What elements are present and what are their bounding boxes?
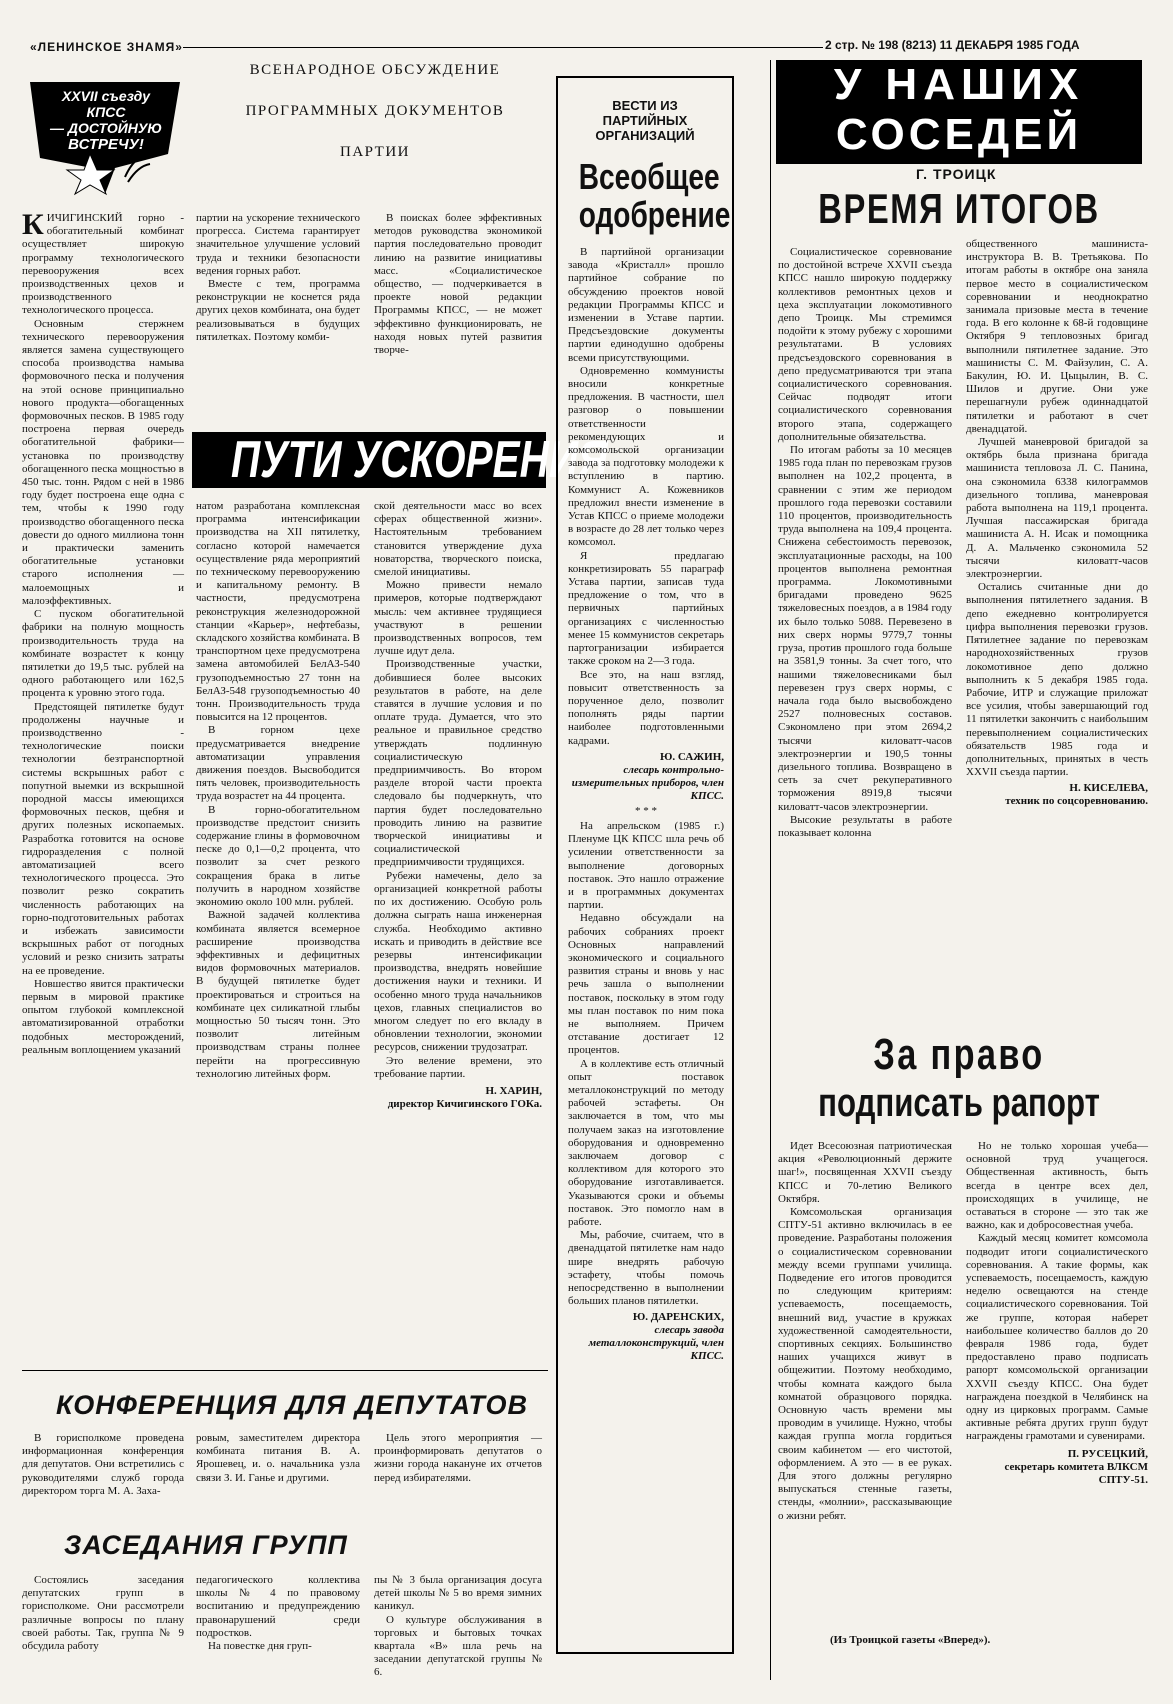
paragraph: Рубежи намечены, дело за организацией конкретной работы по их достижению. Особую роль должна сыграть наша инженерная служба. Необходимо активно искать и приводить в действие все резервы интенсификации производства, внедрять новейшие достижения науки и техники. И особенно много труда начальников цехов, главных специалистов во многом следует по его вкладу в обновлении технологии, экономии ресурсов, снижении трудозатрат. xyxy=(374,869,542,1054)
paragraph: Идет Всесоюзная патриотическая акция «Революционный держите шаг!», посвященная XXVII съезду КПСС и 70-летию Великого Октября. xyxy=(778,1140,952,1205)
article1-title xyxy=(192,431,608,489)
conference-col3 xyxy=(374,1432,542,1516)
neighbors-col1 xyxy=(778,246,952,1026)
article1-title-text: ПУТИ УСКОРЕНИЯ xyxy=(230,431,608,489)
report-title-line1: За право xyxy=(873,1030,1045,1079)
paragraph: Новшество явится практически первым в мировой практике опытом глубокой комплексной автоматизированной отработки подобных месторождений, реальным воплощением указаний xyxy=(22,977,184,1056)
paragraph: ровым, заместителем директора комбината питания В. А. Ярошевец, и. о. начальника узла связи З. И. Ганье и другими. xyxy=(196,1432,360,1484)
discussion-line1: ВСЕНАРОДНОЕ ОБСУЖДЕНИЕ xyxy=(249,62,501,78)
page-info: 2 стр. № 198 (8213) 11 ДЕКАБРЯ 1985 ГОДА xyxy=(825,38,1080,52)
paragraph: В поисках более эффективных методов руководства экономикой партия последовательно проводит линию на развитие инициативы масс. «Социалистическое общество, — подчеркивается в проекте новой редакции Программы КПСС, — не может эффективно функционировать, не находя новых путей развития творче- xyxy=(374,212,542,357)
kicker-line: ВЕСТИ ИЗ xyxy=(612,98,678,113)
groups-title: ЗАСЕДАНИЯ ГРУПП xyxy=(64,1530,348,1560)
paragraph: В горисполкоме проведена информационная конференция для депутатов. Они встретились с руководителями служб города директором торга М. А. Заха- xyxy=(22,1432,184,1497)
paragraph: Важной задачей коллектива комбината является всемерное расширение производства эффективных и дефицитных видов формовочных материалов. В будущей пятилетке будет проектироваться и строиться на комбинате цех силикатной глыбы мощностью 50 тысяч тонн. Это позволит литейным производствам страны полнее перейти на прогрессивную технологию литейных форм. xyxy=(196,909,360,1080)
groups-col1 xyxy=(22,1574,184,1684)
neighbors-banner xyxy=(776,60,1142,164)
paragraph: Вместе с тем, программа реконструкции не коснется ряда других цехов комбината, она будет реализовываться в будущих пятилетках. Поэтому комби- xyxy=(196,278,360,343)
paragraph: Каждый месяц комитет комсомола подводит итоги социалистического соревнования. А такие формы, как успеваемость, посещаемость, каждую неделю освещаются на стенде социалистического соревнования. Той же группе, которая наберет наибольшее количество баллов до 20 февраля 1986 года, будет предоставлено право подписать рапорт комсомольской организации XXVII съезду КПСС. Она будет награждена поездкой в Челябинск на одну из цирковых программ. Самые активные ребята других групп будут награждены грамотами и сувенирами. xyxy=(966,1232,1148,1443)
kicker-line: ОРГАНИЗАЦИЙ xyxy=(595,128,695,143)
neighbors-title-text: ВРЕМЯ ИТОГОВ xyxy=(818,185,1100,232)
paragraph: В партийной организации завода «Кристалл» прошло партийное собрание по обсуждению проектов новой редакции Программы КПСС и изменении в Уставе партии. Предсъездовские документы партии единодушно одобрены всеми присутствующими. xyxy=(568,246,724,364)
paragraph: Все это, на наш взгляд, повысит ответственность за порученное дело, позволит пополнять ряды партии наиболее подготовленными кадрами. xyxy=(568,668,724,747)
paragraph: В горно-обогатительном производстве предстоит снизить содержание глины в формовочном песке до 0,1—0,2 процента, что позволит за счет резкого сокращения брака в литье получить в народном хозяйстве экономию около 100 млн. рублей. xyxy=(196,803,360,909)
paragraph: А в коллективе есть отличный опыт поставок металлоконструкций по методу рабочей эстафеты. Он заключается в том, что мы получаем заказ на изготовление оборудования и одновременно заключаем договор с коллективом для которого это оборудование изготавливается. Указываются сроки и объемы поставок. Это помогло нам в работе. xyxy=(568,1057,724,1229)
conference-col2 xyxy=(196,1432,360,1516)
article2-sig2-title: слесарь завода металлоконструкций, член КПСС. xyxy=(588,1324,724,1363)
paragraph: партии на ускорение технического прогресса. Система гарантирует значительное улучшение условий труда и техники безопасности ведения горных работ. xyxy=(196,212,360,277)
paragraph: Комсомольская организация СПТУ-51 активно включилась в ее проведение. Разработаны положения о социалистическом соревновании между всеми группами училища. Подведение его итогов проводится по следующим критериям: успеваемость, посещаемость, внешний вид, участие в кружках художественной самодеятельности, спортивных секциях. Большинство наших учащихся живут в общежитии. Поэтому необходимо, чтобы комната каждого была комнатой образцового порядка. Основную часть времени мы проводим в училище. Нужно, чтобы каждая группа могла гордиться своим кабинетом — его чистотой, оформлением. А это — в ее руках. Для этого должны регулярно выпускаться стенные газеты, стенды, «молнии», рассказывающие о жизни ребят. xyxy=(778,1206,952,1522)
report-col2 xyxy=(966,1140,1148,1620)
groups-col2 xyxy=(196,1574,360,1684)
neighbors-banner-line2: СОСЕДЕЙ xyxy=(835,110,1083,159)
paragraph: Я предлагаю конкретизировать 55 параграф Устава партии, записав туда предложение о том, что в первичных партийных организациях с численностью менее 15 коммунистов секретарь партогранизации избирается также сроком на 2—3 года. xyxy=(568,549,724,668)
groups-col3 xyxy=(374,1574,542,1684)
report-title xyxy=(776,1030,1142,1126)
paragraph: Но не только хорошая учеба—основной труд учащегося. Общественная активность, быть всегда в центре всех дел, происходящих в училище, не оставаться в стороне — это так же важно, как и добросовестная учеба. xyxy=(966,1140,1148,1232)
report-signature: П. РУСЕЦКИЙ, xyxy=(1067,1447,1148,1460)
neighbors-col2 xyxy=(966,238,1148,1028)
paragraph: Состоялись заседания депутатских групп в горисполкоме. Они рассмотрели различные вопросы по плану своей работы. Так, группа № 9 обсудила работу xyxy=(22,1574,184,1653)
article2-title xyxy=(560,158,730,234)
article1-col2-top xyxy=(196,212,360,412)
article2-sig2: Ю. ДАРЕНСКИХ, xyxy=(632,1311,724,1324)
article1-signature-title: директор Кичигинского ГОКа. xyxy=(387,1097,542,1110)
paragraph: Цель этого мероприятия — проинформировать депутатов о жизни города накануне их отчетов перед избирателями. xyxy=(374,1432,542,1484)
neighbors-title xyxy=(776,186,1142,232)
neighbors-signature: Н. КИСЕЛЕВА, xyxy=(1069,782,1148,795)
article2-body xyxy=(568,246,724,1646)
emblem-line3: ВСТРЕЧУ! xyxy=(68,136,144,153)
paragraph: Социалистическое соревнование по достойной встрече XXVII съезда КПСС нашло широкую поддержку коллективов ремонтных цехов и цеха эксплуатации локомотивного депо Троицк. Мы стремимся подойти к этому рубежу с хорошими результатами. В условиях предсъездовского соревнования в депо предусматриваются три этапа социалистического соревнования. Сейчас подводят итоги социалистического соревнования второго этапа, содержащего дополнительные обязательства. xyxy=(778,246,952,443)
paragraph: Это веление времени, это требование партии. xyxy=(374,1054,542,1080)
conference-col1 xyxy=(22,1432,184,1516)
article1-signature: Н. ХАРИН, xyxy=(485,1084,542,1097)
paragraph: Высокие результаты в работе показывает колонна xyxy=(778,813,952,839)
emblem-line1: XXVII съезду КПСС xyxy=(61,88,151,120)
paragraph: Мы, рабочие, считаем, что в двенадцатой пятилетке нам надо шире внедрять рабочую эстафету, чтобы помочь непосредственно в выполнении больших планов пятилетки. xyxy=(568,1229,724,1308)
paragraph: О культуре обслуживания в торговых и бытовых точках квартала «В» шла речь на заседании депутатской группы № 6. xyxy=(374,1613,542,1679)
paragraph: Лучшей маневровой бригадой за октябрь была признана бригада машиниста тепловоза Л. С. Панина, она сэкономила 6338 килограммов дизельного топлива, маневровая работа выполнена на 119,1 процента. Лучшая пассажирская бригада машиниста А. Н. Исак и помощника Д. А. Мальченко сэкономила 52 тысячи киловатт-часов электроэнергии. xyxy=(966,436,1148,581)
article2-title-line2: одобрение xyxy=(578,194,731,235)
paragraph: пы № 3 была организация досуга детей школы № 5 во время зимних каникул. xyxy=(374,1574,542,1613)
section-rule xyxy=(22,1370,548,1371)
discussion-line3: ПАРТИИ xyxy=(339,144,411,160)
report-source: (Из Троицкой газеты «Вперед»). xyxy=(830,1634,991,1646)
paragraph: Предстоящей пятилетке будут продолжены научные и производственно - технологические поиски технологии безтранспортной системы вскрышных работ с попутной выемки из вскрышной породной массы имеющихся формовочных песков, щебня и других полезных ископаемых. Разработка готовится на основе гидроразделения с полной автоматизацией всего технологического процесса. Это позволит резко сократить численность работающих на горно-подготовительных работах и избежать зависимости вскрышных работ от погодных условий и резко снизить затраты на ее проведение. xyxy=(22,700,184,977)
paragraph: В горном цехе предусматривается внедрение автоматизации управления движения поездов. Высвободится пять человек, производительность труда возрастет на 44 процента. xyxy=(196,724,360,803)
congress-emblem xyxy=(30,82,180,194)
paragraph: ской деятельности масс во всех сферах общественной жизни». Настоятельным требованием становится утверждение духа новаторства, творческого поиска, смелой инициативы. xyxy=(374,500,542,579)
paragraph: натом разработана комплексная программа интенсификации производства на XII пятилетку, согласно которой намечается осуществление ряда мероприятий по техническому перевооружению и капитальному ремонту. В частности, предусмотрена реконструкция железнодорожной станции «Карьер», нефтебазы, складского хозяйства комбината. В транспортном цехе предусмотрена замена автомобилей БелАЗ-540 грузоподъемностью 27 тонн на БелАЗ-548 грузоподъемностью 40 тонн. Производительность труда повысится на 12 процентов. xyxy=(196,500,360,724)
discussion-header xyxy=(190,62,560,161)
report-signature-title: секретарь комитета ВЛКСМ СПТУ-51. xyxy=(1004,1460,1148,1486)
paragraph: Одновременно коммунисты вносили конкретные предложения. В частности, шел разговор о повышении ответственности рекомендующих и комсомольской организации завода за подготовку молодежи к вступлению в партию. Коммунист А. Кожевников предложил внести изменение в Устав КПСС о приеме молодежи в возрасте до 28 лет только через комсомол. xyxy=(568,364,724,549)
article2-sig1-title: слесарь контрольно-измерительных приборов, член КПСС. xyxy=(571,763,724,802)
emblem-line2: — ДОСТОЙНУЮ xyxy=(50,120,162,136)
header-rule xyxy=(183,47,823,48)
article1-col1 xyxy=(22,208,184,1360)
article2-kicker xyxy=(566,98,724,143)
paragraph: педагогического коллектива школы № 4 по правовому воспитанию и предупреждению правонарушений среди подростков. xyxy=(196,1574,360,1639)
paragraph: По итогам работы за 10 месяцев 1985 года план по перевозкам грузов выполнен на 102,2 процента, в сравнении с этим же периодом прошлого года перевозки составили 110 процентов, производительность труда выполнена на 109,4 процента. Снижена себестоимость перевозок, эксплуатационные расходы, на 100 процентов выполнена ремонтная программа. Локомотивными бригадами проведено 9625 тяжеловесных поездов, а в 1984 году их было только 5088. Перевезено в них сверх нормы 9779,7 тонны груза, против прошлого года больше на 3581,9 тонны. За счет того, что нашими тяжеловесниками был перевезен груз сверх нормы, с начала года было высвобождено 2527 полновесных составов. Сэкономлено при этом 2694,2 тысячи киловатт-часов электроэнергии и 190,5 тонны дизельного топлива. Возвращено в сеть за счет рекуперативного торможения 8919,8 тысячи киловатт-часов электроэнергии. xyxy=(778,444,952,813)
neighbors-city: Г. ТРОИЦК xyxy=(916,166,997,182)
article1-col2-bottom xyxy=(196,500,360,1360)
paragraph: На апрельском (1985 г.) Пленуме ЦК КПСС шла речь об усилении ответственности за выполнение договорных поставок. Это нашло отражение и в программных документах партии. xyxy=(568,819,724,912)
article1-col3-top xyxy=(374,212,542,412)
article2-sig1: Ю. САЖИН, xyxy=(660,750,724,763)
neighbors-banner-line1: У НАШИХ xyxy=(833,60,1085,109)
article2-title-line1: Всеобщее xyxy=(578,156,720,197)
paragraph: С пуском обогатительной фабрики на полную мощность производительность труда на комбинате возрастет к концу пятилетки до 19,5 тыс. рублей на одного работающего или 162,5 процента к уровню этого года. xyxy=(22,608,184,700)
paragraph: Производственные участки, добившиеся более высоких результатов в работе, на деле ставятся в лучшие условия и по оплате труда. Думается, что это реальное и правильное средство утверждать подлинную социалистическую предприимчивость. Во втором разделе второй части проекта следовало бы подчеркнуть, что партия будет последовательно проводить линию на развитие творческой инициативы и социалистической предприимчивости трудящихся. xyxy=(374,658,542,869)
report-title-line2: подписать рапорт xyxy=(818,1081,1100,1125)
newspaper-name: «ЛЕНИНСКОЕ ЗНАМЯ» xyxy=(30,40,183,54)
paragraph: Остались считанные дни до выполнения пятилетнего задания. В депо ежедневно контролируется цифра выполнения перевозки грузов. Пятилетнее задание по перевозкам народнохозяйственных грузов локомотивное депо должно выполнить к 5 декабря 1985 года. Рабочие, ИТР и служащие приложат все усилия, чтобы завершающий год 11 пятилетки закончить с наибольшим перевыполнением социалистических обязательств 1985 года и дополнительных, принятых в честь XXVII съезда партии. xyxy=(966,581,1148,779)
paragraph: Можно привести немало примеров, которые подтверждают мысль: чем активнее трудящиеся участвуют в решении производственных вопросов, тем лучше идут дела. xyxy=(374,579,542,658)
paragraph: общественного машиниста-инструктора В. В. Третьякова. По итогам работы в октябре она заняла первое место в социалистическом соревновании и неоднократно занимала призовые места в течение года. В его колонне к 68-й годовщине Октября 9 тепловозных бригад выполнили пятилетнее задание. Это машинисты С. М. Файзулин, С. А. Бакулин, Ю. И. Цыцылин, В. С. Шилов и другие. Они уже перешагнули рубеж одиннадцатой пятилетки и работают в счет двенадцатой. xyxy=(966,238,1148,435)
paragraph: Основным стержнем технического перевооружения является замена существующего способа производства намыва формовочного песка и получения на этой основе принципиально нового продукта—обогащенных формовочных песков. В 1985 году построена первая очередь обогатительной фабрики— установка по производству обогащенного песка мощностью в 450 тыс. тонн. Рядом с ней в 1986 году будет построена еще одна с тем, чтобы к 1990 году производство обогащенного песка довести до одного миллиона тонн и практически заменить обогатительные установки старого исполнения — малоемощных и малоэффективных. xyxy=(22,317,184,607)
conference-title: КОНФЕРЕНЦИЯ ДЛЯ ДЕПУТАТОВ xyxy=(56,1390,528,1420)
drop-cap: К xyxy=(22,208,44,241)
paragraph: На повестке дня груп- xyxy=(208,1640,312,1653)
report-col1 xyxy=(778,1140,952,1610)
article1-col3-bottom xyxy=(374,500,542,1360)
column-rule xyxy=(770,60,771,1680)
neighbors-signature-title: техник по соцсоревнованию. xyxy=(1005,795,1148,808)
paragraph: Недавно обсуждали на рабочих собраниях проект Основных направлений экономического и социального развития страны и вновь у нас речь зашла о выполнении поставок, поскольку в этом году мы план поставок по ним пока не выполняем. Причем отставание достигает 12 процентов. xyxy=(568,912,724,1057)
kicker-line: ПАРТИЙНЫХ xyxy=(602,113,688,128)
article1-lead: ИЧИГИНСКИЙ горно - обогатительный комбинат осуществляет широкую программу технологического перевооружения всех производственных цехов и производственного технологического процесса. xyxy=(22,212,184,317)
discussion-line2: ПРОГРАММНЫХ ДОКУМЕНТОВ xyxy=(245,103,505,119)
separator: * * * xyxy=(635,804,657,817)
